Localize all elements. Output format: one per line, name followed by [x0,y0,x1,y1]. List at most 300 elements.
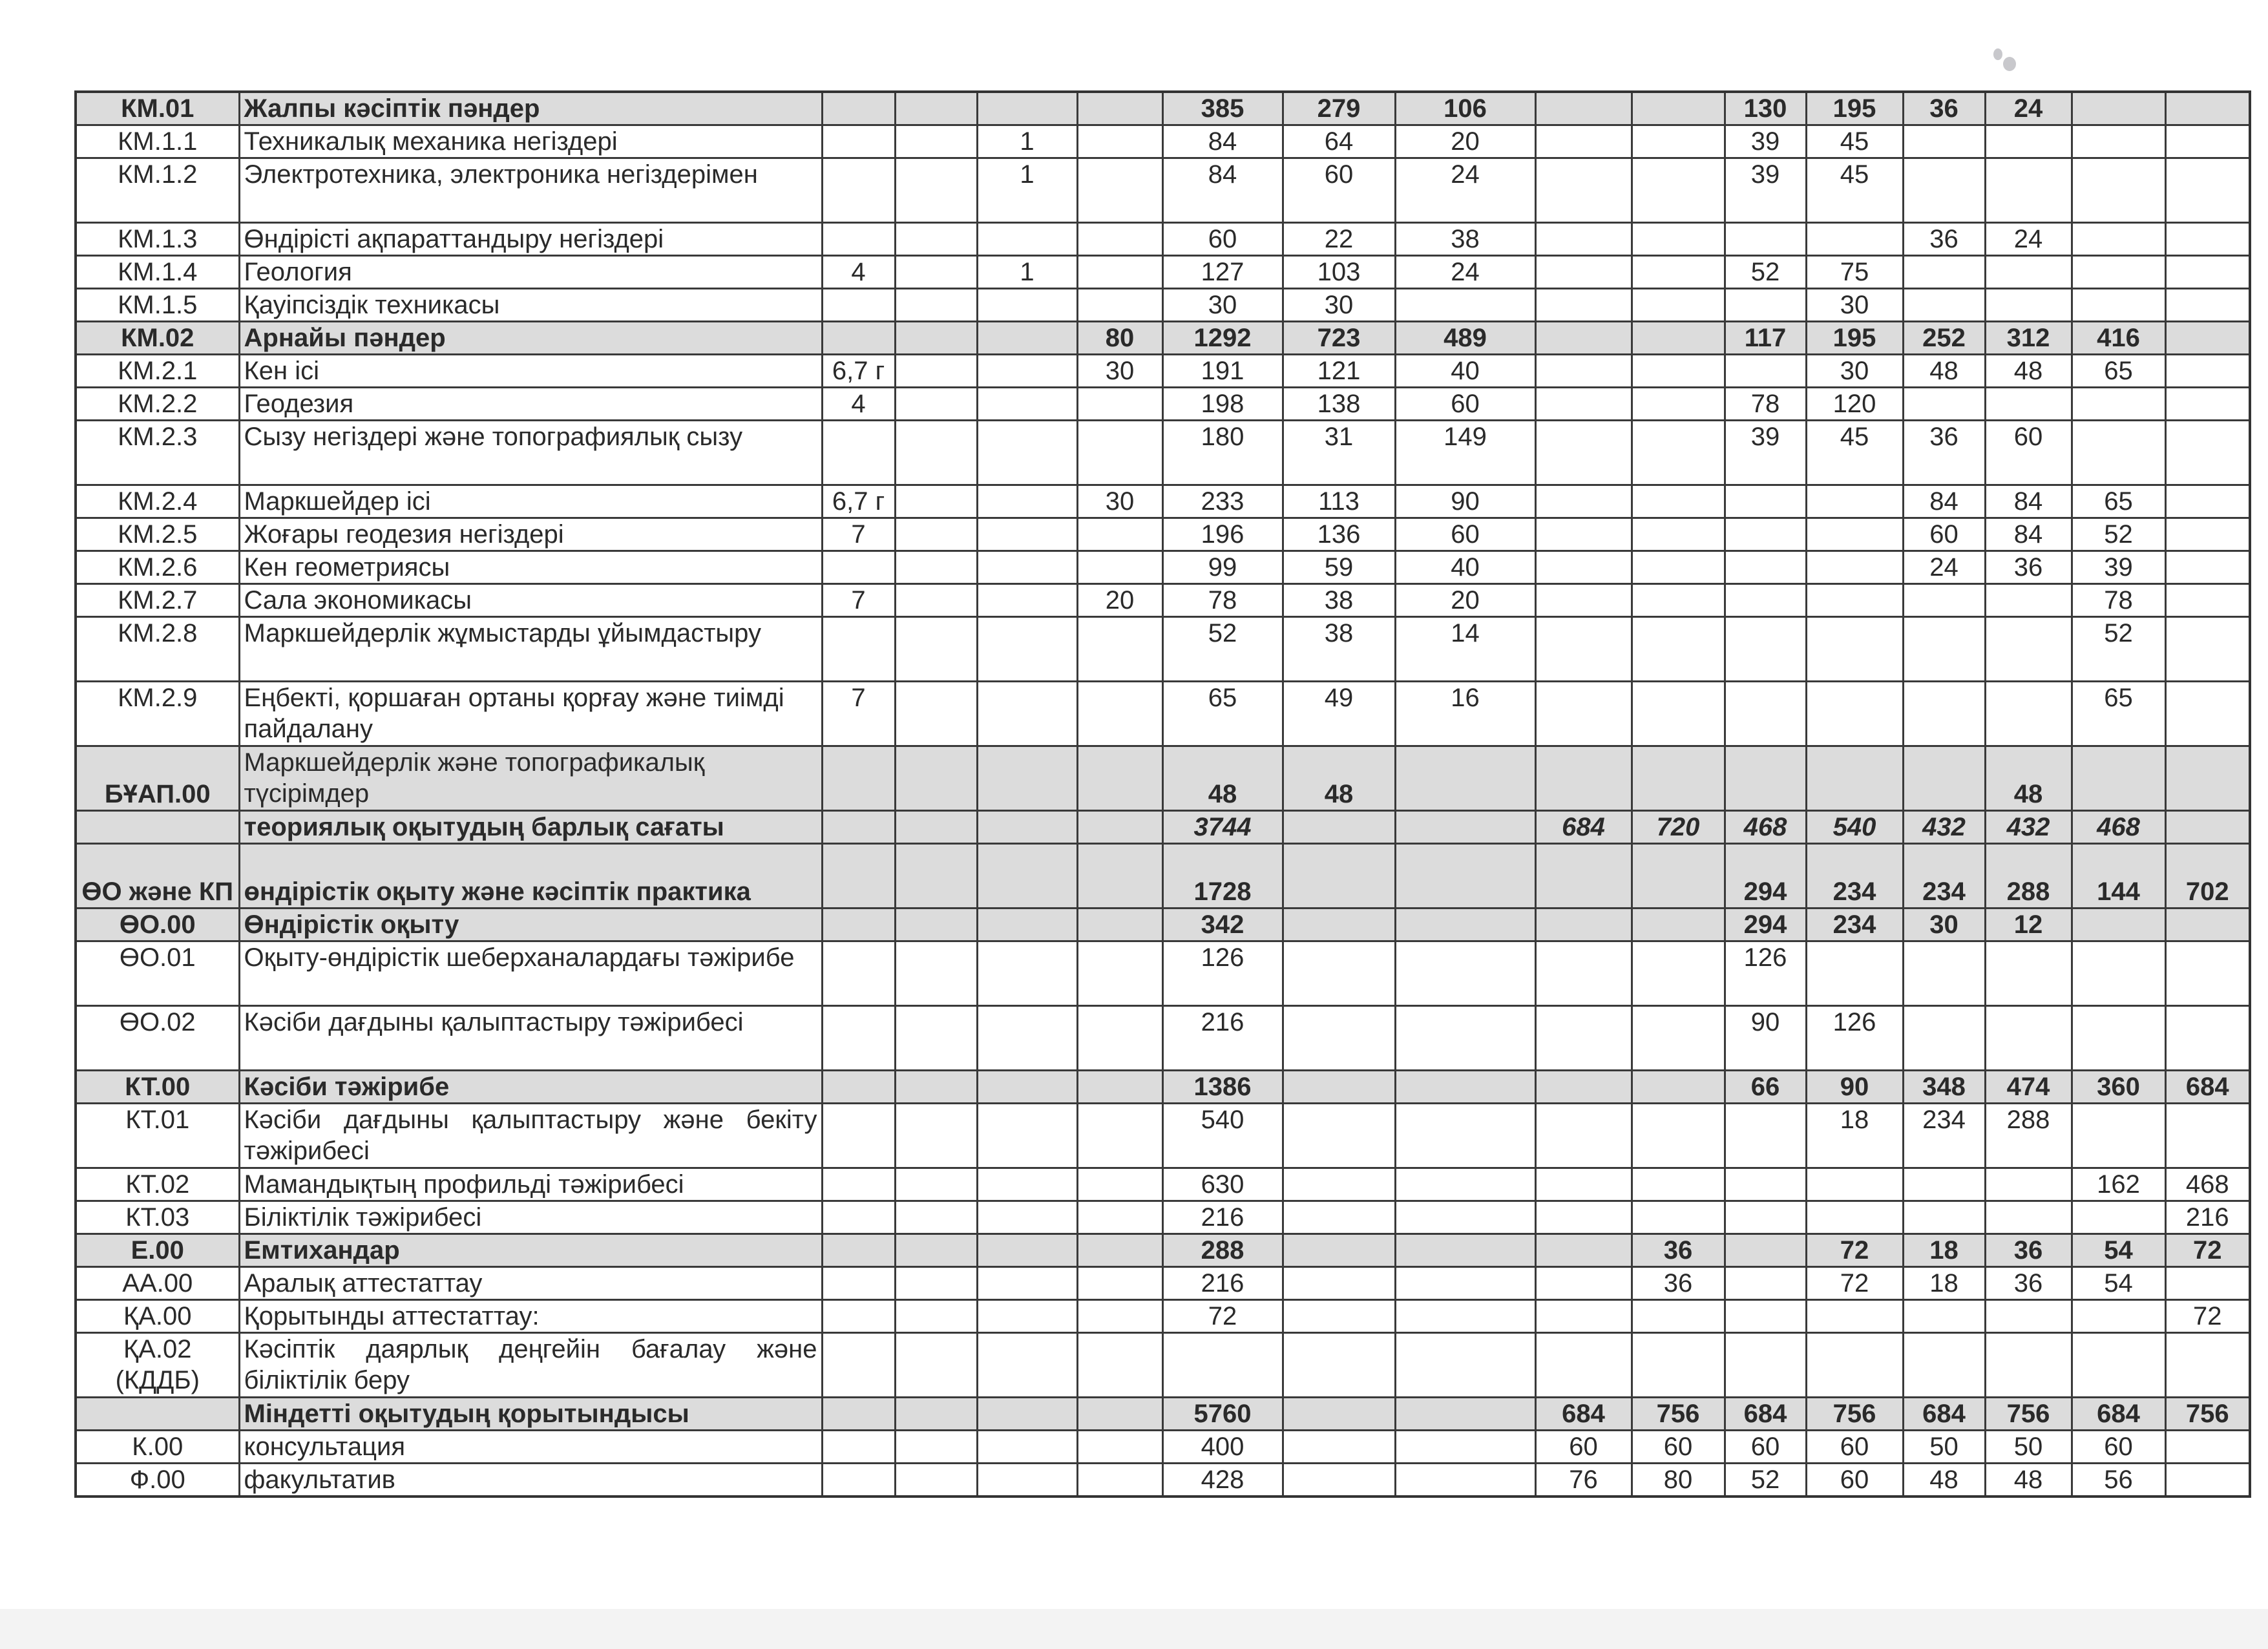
value-cell [1535,1104,1632,1168]
value-cell: 1 [977,158,1077,223]
row-code: КМ.1.4 [76,256,239,289]
value-cell [1283,1168,1395,1201]
value-cell: 416 [2072,322,2165,355]
table-row [76,1168,2250,1201]
value-cell: 489 [1395,322,1535,355]
value-cell [1632,421,1725,485]
value-cell [1725,1267,1806,1300]
value-cell [1395,844,1535,909]
value-cell [1632,1300,1725,1333]
value-cell [1632,1006,1725,1071]
value-cell [1985,682,2072,746]
value-cell [977,1398,1077,1431]
value-cell [1535,421,1632,485]
value-cell [895,1398,977,1431]
value-cell [977,1267,1077,1300]
value-cell: 36 [1985,1267,2072,1300]
value-cell [1985,125,2072,158]
value-cell: 342 [1162,909,1283,941]
value-cell [1283,1201,1395,1234]
row-code: КТ.03 [76,1201,239,1234]
value-cell: 7 [822,518,895,551]
value-cell [1535,1006,1632,1071]
value-cell: 40 [1395,551,1535,584]
value-cell [895,1431,977,1464]
value-cell [1985,1300,2072,1333]
value-cell [1077,158,1162,223]
value-cell: 18 [1806,1104,1903,1168]
section-row [76,1398,2250,1431]
value-cell [1632,584,1725,617]
row-name: Емтихандар [239,1234,822,1267]
value-cell [1725,551,1806,584]
value-cell [1283,1300,1395,1333]
value-cell: 75 [1806,256,1903,289]
row-code: ҚА.02 (КДДБ) [76,1333,239,1398]
value-cell [2165,355,2250,388]
value-cell: 1 [977,256,1077,289]
value-cell [895,1234,977,1267]
value-cell [1903,125,1985,158]
value-cell [2165,1104,2250,1168]
value-cell [1632,92,1725,125]
value-cell: 20 [1395,125,1535,158]
value-cell [977,1104,1077,1168]
value-cell [1725,518,1806,551]
value-cell: 30 [1806,289,1903,322]
value-cell [895,941,977,1006]
value-cell [2165,223,2250,256]
value-cell [2165,584,2250,617]
value-cell [1077,551,1162,584]
row-name: Техникалық механика негіздері [239,125,822,158]
value-cell [1077,388,1162,421]
value-cell [1395,746,1535,811]
value-cell: 76 [1535,1464,1632,1497]
value-cell: 360 [2072,1071,2165,1104]
value-cell [1725,223,1806,256]
value-cell: 84 [1985,518,2072,551]
value-cell: 30 [1077,485,1162,518]
value-cell [1903,388,1985,421]
value-cell [895,1300,977,1333]
row-code: КМ.2.2 [76,388,239,421]
value-cell [1903,1300,1985,1333]
value-cell [2165,909,2250,941]
value-cell: 54 [2072,1234,2165,1267]
row-code: КМ.2.3 [76,421,239,485]
value-cell [1535,1168,1632,1201]
value-cell [1632,909,1725,941]
row-name: өндірістік оқыту және кәсіптік практика [239,844,822,909]
value-cell [2165,92,2250,125]
value-cell: 117 [1725,322,1806,355]
table-row [76,289,2250,322]
value-cell [1535,617,1632,682]
value-cell: 52 [1725,256,1806,289]
value-cell [977,1431,1077,1464]
value-cell [895,1006,977,1071]
table-row [76,421,2250,485]
row-name: Маркшейдерлік және топографикалық түсірімдер [239,746,822,811]
row-code: КМ.01 [76,92,239,125]
value-cell: 66 [1725,1071,1806,1104]
value-cell [1903,256,1985,289]
value-cell: 65 [2072,682,2165,746]
value-cell: 234 [1903,844,1985,909]
value-cell: 288 [1985,1104,2072,1168]
value-cell [822,1234,895,1267]
section-row [76,92,2250,125]
value-cell [1903,289,1985,322]
value-cell [1632,551,1725,584]
value-cell [1535,941,1632,1006]
value-cell [977,518,1077,551]
table-row [76,388,2250,421]
value-cell [1535,584,1632,617]
value-cell: 40 [1395,355,1535,388]
value-cell [895,584,977,617]
value-cell: 30 [1806,355,1903,388]
value-cell: 4 [822,388,895,421]
table-row [76,1006,2250,1071]
value-cell: 216 [1162,1201,1283,1234]
value-cell [1903,158,1985,223]
value-cell: 90 [1806,1071,1903,1104]
value-cell [977,92,1077,125]
value-cell [895,1104,977,1168]
value-cell: 24 [1985,223,2072,256]
value-cell: 64 [1283,125,1395,158]
table-row [76,125,2250,158]
row-code: КМ.2.4 [76,485,239,518]
value-cell: 7 [822,682,895,746]
table-row [76,682,2250,746]
scan-speck [1993,48,2002,60]
row-code: ӨО.02 [76,1006,239,1071]
value-cell [2072,125,2165,158]
value-cell [977,909,1077,941]
value-cell [1077,1267,1162,1300]
value-cell: 48 [1985,1464,2072,1497]
value-cell: 127 [1162,256,1283,289]
value-cell [977,584,1077,617]
row-name: Кен геометриясы [239,551,822,584]
value-cell [1077,1398,1162,1431]
value-cell: 78 [1725,388,1806,421]
value-cell [1903,617,1985,682]
value-cell [2072,289,2165,322]
value-cell [1632,158,1725,223]
value-cell [1077,1300,1162,1333]
value-cell [1395,1071,1535,1104]
value-cell [1077,811,1162,844]
row-name: Кәсіби дағдыны қалыптастыру және бекіту тәжірибесі [239,1104,822,1168]
value-cell [1395,1104,1535,1168]
value-cell: 65 [2072,485,2165,518]
value-cell [1985,1168,2072,1201]
value-cell [822,1168,895,1201]
table-row [76,1267,2250,1300]
value-cell: 90 [1725,1006,1806,1071]
value-cell: 684 [1535,1398,1632,1431]
value-cell [1077,92,1162,125]
value-cell: 48 [1903,355,1985,388]
value-cell [1632,289,1725,322]
value-cell: 18 [1903,1267,1985,1300]
row-code: КТ.00 [76,1071,239,1104]
value-cell [1725,617,1806,682]
value-cell [1283,1071,1395,1104]
value-cell: 24 [1903,551,1985,584]
value-cell [1725,1201,1806,1234]
value-cell [822,1300,895,1333]
value-cell: 312 [1985,322,2072,355]
value-cell: 216 [1162,1006,1283,1071]
value-cell: 80 [1632,1464,1725,1497]
value-cell: 60 [1632,1431,1725,1464]
value-cell [822,1071,895,1104]
scan-bottom-edge [0,1609,2268,1649]
value-cell [1806,1300,1903,1333]
value-cell [1077,1168,1162,1201]
value-cell [895,746,977,811]
value-cell [1535,289,1632,322]
value-cell: 65 [1162,682,1283,746]
value-cell: 56 [2072,1464,2165,1497]
value-cell [895,421,977,485]
value-cell [822,1267,895,1300]
value-cell [1077,223,1162,256]
value-cell [895,682,977,746]
value-cell: 138 [1283,388,1395,421]
value-cell [895,256,977,289]
value-cell [977,617,1077,682]
value-cell: 60 [1806,1431,1903,1464]
value-cell [1632,1071,1725,1104]
value-cell [2165,941,2250,1006]
value-cell [1806,617,1903,682]
value-cell [2072,92,2165,125]
table-row [76,1201,2250,1234]
value-cell [1806,1168,1903,1201]
value-cell [977,1071,1077,1104]
value-cell [1077,1201,1162,1234]
value-cell: 30 [1903,909,1985,941]
value-cell [822,1398,895,1431]
value-cell [895,1464,977,1497]
row-code: АА.00 [76,1267,239,1300]
value-cell: 126 [1806,1006,1903,1071]
value-cell: 400 [1162,1431,1283,1464]
value-cell: 6,7 г [822,485,895,518]
value-cell: 84 [1162,125,1283,158]
value-cell [977,1234,1077,1267]
value-cell: 20 [1395,584,1535,617]
value-cell [1283,1104,1395,1168]
value-cell: 36 [1632,1234,1725,1267]
section-row [76,746,2250,811]
table-row [76,551,2250,584]
value-cell [822,322,895,355]
value-cell [2165,1464,2250,1497]
table-row [76,941,2250,1006]
value-cell [1806,223,1903,256]
value-cell [1985,289,2072,322]
value-cell [2072,746,2165,811]
section-row [76,909,2250,941]
row-name: Маркшейдерлік жұмыстарды ұйымдастыру [239,617,822,682]
value-cell: 432 [1903,811,1985,844]
value-cell [895,355,977,388]
value-cell [1395,289,1535,322]
row-code: КМ.1.5 [76,289,239,322]
value-cell [822,909,895,941]
value-cell [1283,1006,1395,1071]
value-cell: 195 [1806,322,1903,355]
value-cell [1725,1333,1806,1398]
row-code: БҰАП.00 [76,746,239,811]
value-cell [977,1300,1077,1333]
value-cell: 756 [2165,1398,2250,1431]
value-cell [895,844,977,909]
value-cell [1395,1464,1535,1497]
value-cell [1806,941,1903,1006]
table-row [76,518,2250,551]
value-cell [895,388,977,421]
table-body [76,92,2250,1497]
value-cell [2165,1006,2250,1071]
value-cell: 84 [1985,485,2072,518]
row-code: КТ.02 [76,1168,239,1201]
value-cell [1632,746,1725,811]
value-cell: 48 [1162,746,1283,811]
value-cell [2165,1333,2250,1398]
value-cell: 36 [1985,1234,2072,1267]
value-cell [822,421,895,485]
value-cell: 474 [1985,1071,2072,1104]
value-cell: 48 [1985,746,2072,811]
row-name: Геодезия [239,388,822,421]
value-cell [977,1333,1077,1398]
value-cell [1632,518,1725,551]
value-cell: 24 [1395,256,1535,289]
value-cell [1985,388,2072,421]
value-cell [1535,1071,1632,1104]
value-cell [1632,941,1725,1006]
value-cell: 48 [1283,746,1395,811]
value-cell [1725,355,1806,388]
value-cell: 45 [1806,158,1903,223]
value-cell: 234 [1806,844,1903,909]
row-code: КМ.2.1 [76,355,239,388]
value-cell: 756 [1806,1398,1903,1431]
value-cell [1632,1201,1725,1234]
value-cell [1535,746,1632,811]
value-cell: 468 [2072,811,2165,844]
value-cell [1535,1300,1632,1333]
value-cell [1077,289,1162,322]
value-cell [1077,518,1162,551]
value-cell [1806,584,1903,617]
value-cell: 120 [1806,388,1903,421]
value-cell: 48 [1903,1464,1985,1497]
value-cell: 60 [1535,1431,1632,1464]
value-cell [822,551,895,584]
value-cell [2072,1201,2165,1234]
value-cell: 684 [1903,1398,1985,1431]
value-cell: 106 [1395,92,1535,125]
value-cell: 6,7 г [822,355,895,388]
value-cell: 52 [2072,518,2165,551]
value-cell [2165,322,2250,355]
value-cell: 136 [1283,518,1395,551]
value-cell [2165,388,2250,421]
value-cell [2165,746,2250,811]
value-cell [1632,617,1725,682]
value-cell [1535,518,1632,551]
row-name: Кәсіптік даярлық деңгейін бағалау және біліктілік беру [239,1333,822,1398]
value-cell [1725,584,1806,617]
table-row [76,223,2250,256]
value-cell [2072,1333,2165,1398]
value-cell [1535,844,1632,909]
value-cell [977,485,1077,518]
value-cell: 540 [1806,811,1903,844]
table-row [76,1104,2250,1168]
value-cell [1077,617,1162,682]
value-cell [2072,1006,2165,1071]
value-cell: 5760 [1162,1398,1283,1431]
value-cell: 294 [1725,909,1806,941]
value-cell [1283,1398,1395,1431]
value-cell [2072,1104,2165,1168]
value-cell: 684 [2072,1398,2165,1431]
value-cell [1806,551,1903,584]
value-cell: 60 [1806,1464,1903,1497]
value-cell: 60 [1725,1431,1806,1464]
value-cell [1632,682,1725,746]
value-cell [1077,1333,1162,1398]
value-cell: 90 [1395,485,1535,518]
row-code: КМ.2.6 [76,551,239,584]
value-cell [1985,256,2072,289]
value-cell [2165,1431,2250,1464]
row-code: ҚА.00 [76,1300,239,1333]
row-name: консультация [239,1431,822,1464]
value-cell [895,811,977,844]
value-cell [977,1006,1077,1071]
value-cell [895,1071,977,1104]
value-cell [2165,682,2250,746]
value-cell [1632,355,1725,388]
row-name: Өндірісті ақпараттандыру негіздері [239,223,822,256]
value-cell: 1 [977,125,1077,158]
value-cell [822,1104,895,1168]
value-cell: 72 [1162,1300,1283,1333]
value-cell [822,844,895,909]
row-code: КМ.2.7 [76,584,239,617]
value-cell: 39 [1725,125,1806,158]
row-code: КМ.2.5 [76,518,239,551]
value-cell: 720 [1632,811,1725,844]
value-cell: 191 [1162,355,1283,388]
row-name: Міндетті оқытудың қорытындысы [239,1398,822,1431]
value-cell [2072,1300,2165,1333]
section-row [76,811,2250,844]
value-cell: 39 [1725,158,1806,223]
value-cell: 72 [2165,1300,2250,1333]
